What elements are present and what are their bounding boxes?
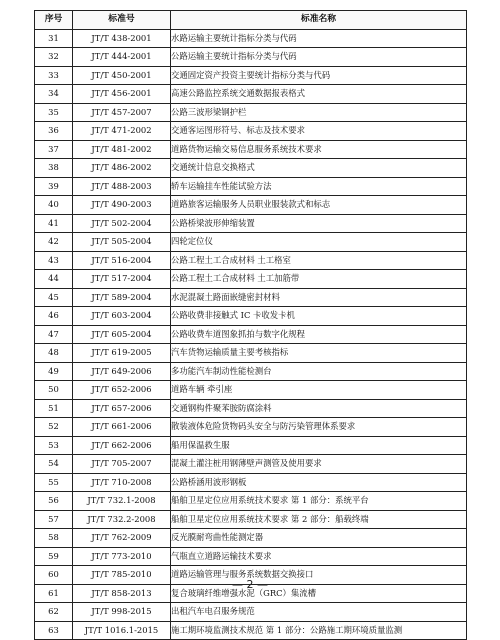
table-row <box>35 436 467 455</box>
standard-name-cell: 公路运输主要统计指标分类与代码 <box>171 48 467 67</box>
standard-code-cell: JT/T 517-2004 <box>73 270 171 289</box>
table-row <box>35 492 467 511</box>
standard-code-cell: JT/T 657-2006 <box>73 399 171 418</box>
standard-name-cell: 交通钢构件聚苯胺防腐涂料 <box>171 399 467 418</box>
page-number: — 2 — <box>232 578 268 591</box>
standard-code-cell: JT/T 481-2002 <box>73 140 171 159</box>
standard-name-cell: 汽车货物运输质量主要考核指标 <box>171 344 467 363</box>
standard-name-cell: 公路桥涵用波形钢板 <box>171 473 467 492</box>
table-row <box>35 233 467 252</box>
standard-name-cell: 船舶卫星定位应用系统技术要求 第 1 部分：系统平台 <box>171 492 467 511</box>
standard-name-cell: 道路运输管理与服务系统数据交换接口 <box>171 566 467 585</box>
header-serial: 序号 <box>35 11 73 30</box>
table-row <box>35 140 467 159</box>
standard-code-cell: JT/T 490-2003 <box>73 196 171 215</box>
standard-name-cell: 道路车辆 牵引座 <box>171 381 467 400</box>
table-row <box>35 214 467 233</box>
table-row <box>35 270 467 289</box>
standard-name-cell: 公路工程土工合成材料 土工加筋带 <box>171 270 467 289</box>
serial-cell: 57 <box>35 510 73 529</box>
standard-name-cell: 船用保温救生服 <box>171 436 467 455</box>
standard-name-cell: 散装液体危险货物码头安全与防污染管理体系要求 <box>171 418 467 437</box>
serial-cell: 56 <box>35 492 73 511</box>
serial-cell: 51 <box>35 399 73 418</box>
serial-cell: 61 <box>35 584 73 603</box>
table-row <box>35 103 467 122</box>
table-row <box>35 159 467 178</box>
table-row <box>35 122 467 141</box>
serial-cell: 38 <box>35 159 73 178</box>
standard-code-cell: JT/T 456-2001 <box>73 85 171 104</box>
table-row <box>35 621 467 640</box>
table-row <box>35 196 467 215</box>
standard-code-cell: JT/T 502-2004 <box>73 214 171 233</box>
standard-name-cell: 公路收费非接触式 IC 卡收发卡机 <box>171 307 467 326</box>
standard-code-cell: JT/T 732.1-2008 <box>73 492 171 511</box>
table-row <box>35 418 467 437</box>
standard-code-cell: JT/T 661-2006 <box>73 418 171 437</box>
standard-code-cell: JT/T 450-2001 <box>73 66 171 85</box>
table-row <box>35 529 467 548</box>
standard-name-cell: 多功能汽车制动性能检测台 <box>171 362 467 381</box>
standard-name-cell: 轿车运输挂车性能试验方法 <box>171 177 467 196</box>
standard-code-cell: JT/T 486-2002 <box>73 159 171 178</box>
header-row <box>35 11 467 30</box>
table-row <box>35 603 467 622</box>
standard-name-cell: 水路运输主要统计指标分类与代码 <box>171 29 467 48</box>
standard-name-cell: 公路桥梁波形伸缩装置 <box>171 214 467 233</box>
standard-name-cell: 公路收费车道图象抓拍与数字化规程 <box>171 325 467 344</box>
standard-code-cell: JT/T 998-2015 <box>73 603 171 622</box>
standard-name-cell: 船舶卫星定位应用系统技术要求 第 2 部分：船载终端 <box>171 510 467 529</box>
standard-code-cell: JT/T 785-2010 <box>73 566 171 585</box>
standard-code-cell: JT/T 705-2007 <box>73 455 171 474</box>
table-row <box>35 510 467 529</box>
table-row <box>35 362 467 381</box>
standard-code-cell: JT/T 652-2006 <box>73 381 171 400</box>
standard-code-cell: JT/T 773-2010 <box>73 547 171 566</box>
table-header <box>35 11 467 30</box>
standard-name-cell: 公路工程土工合成材料 土工格室 <box>171 251 467 270</box>
table-row <box>35 344 467 363</box>
table-row <box>35 455 467 474</box>
standard-code-cell: JT/T 619-2005 <box>73 344 171 363</box>
standard-code-cell: JT/T 471-2002 <box>73 122 171 141</box>
table-row <box>35 307 467 326</box>
standard-name-cell: 施工期环境监测技术规范 第 1 部分：公路施工期环境质量监测 <box>171 621 467 640</box>
table-row <box>35 29 467 48</box>
serial-cell: 53 <box>35 436 73 455</box>
table-row <box>35 325 467 344</box>
table-row <box>35 251 467 270</box>
standard-name-cell: 四轮定位仪 <box>171 233 467 252</box>
serial-cell: 43 <box>35 251 73 270</box>
serial-cell: 42 <box>35 233 73 252</box>
table-row <box>35 473 467 492</box>
standard-name-cell: 出租汽车电召服务规范 <box>171 603 467 622</box>
serial-cell: 63 <box>35 621 73 640</box>
serial-cell: 48 <box>35 344 73 363</box>
serial-cell: 46 <box>35 307 73 326</box>
serial-cell: 36 <box>35 122 73 141</box>
serial-cell: 58 <box>35 529 73 548</box>
standard-name-cell: 交通统计信息交换格式 <box>171 159 467 178</box>
standard-code-cell: JT/T 710-2008 <box>73 473 171 492</box>
serial-cell: 32 <box>35 48 73 67</box>
serial-cell: 62 <box>35 603 73 622</box>
standard-name-cell: 高速公路监控系统交通数据报表格式 <box>171 85 467 104</box>
serial-cell: 45 <box>35 288 73 307</box>
standard-name-cell: 反光膜耐弯曲性能测定器 <box>171 529 467 548</box>
table-row <box>35 381 467 400</box>
serial-cell: 59 <box>35 547 73 566</box>
table-row <box>35 48 467 67</box>
table-body <box>35 29 467 640</box>
serial-cell: 41 <box>35 214 73 233</box>
standard-code-cell: JT/T 603-2004 <box>73 307 171 326</box>
standard-code-cell: JT/T 1016.1-2015 <box>73 621 171 640</box>
serial-cell: 31 <box>35 29 73 48</box>
standard-code-cell: JT/T 505-2004 <box>73 233 171 252</box>
standards-table <box>34 10 467 640</box>
header-standard-code: 标准号 <box>73 11 171 30</box>
serial-cell: 49 <box>35 362 73 381</box>
standard-code-cell: JT/T 762-2009 <box>73 529 171 548</box>
standard-code-cell: JT/T 516-2004 <box>73 251 171 270</box>
serial-cell: 55 <box>35 473 73 492</box>
table-row <box>35 288 467 307</box>
standard-name-cell: 交通固定资产投资主要统计指标分类与代码 <box>171 66 467 85</box>
header-standard-name: 标准名称 <box>171 11 467 30</box>
table-row <box>35 399 467 418</box>
standard-name-cell: 交通客运图形符号、标志及技术要求 <box>171 122 467 141</box>
standard-code-cell: JT/T 605-2004 <box>73 325 171 344</box>
standard-name-cell: 气瓶直立道路运输技术要求 <box>171 547 467 566</box>
serial-cell: 50 <box>35 381 73 400</box>
serial-cell: 47 <box>35 325 73 344</box>
serial-cell: 39 <box>35 177 73 196</box>
serial-cell: 52 <box>35 418 73 437</box>
serial-cell: 34 <box>35 85 73 104</box>
serial-cell: 37 <box>35 140 73 159</box>
table-row <box>35 177 467 196</box>
table-row <box>35 547 467 566</box>
standard-code-cell: JT/T 732.2-2008 <box>73 510 171 529</box>
table-row <box>35 66 467 85</box>
standard-name-cell: 复合玻璃纤维增强水泥（GRC）集流槽 <box>171 584 467 603</box>
standard-code-cell: JT/T 457-2007 <box>73 103 171 122</box>
serial-cell: 44 <box>35 270 73 289</box>
standard-code-cell: JT/T 589-2004 <box>73 288 171 307</box>
serial-cell: 33 <box>35 66 73 85</box>
standard-name-cell: 公路三波形梁钢护栏 <box>171 103 467 122</box>
standard-code-cell: JT/T 438-2001 <box>73 29 171 48</box>
standard-code-cell: JT/T 662-2006 <box>73 436 171 455</box>
standard-code-cell: JT/T 488-2003 <box>73 177 171 196</box>
serial-cell: 35 <box>35 103 73 122</box>
standard-code-cell: JT/T 444-2001 <box>73 48 171 67</box>
standard-name-cell: 道路旅客运输服务人员职业服装款式和标志 <box>171 196 467 215</box>
standard-code-cell: JT/T 858-2013 <box>73 584 171 603</box>
serial-cell: 40 <box>35 196 73 215</box>
serial-cell: 60 <box>35 566 73 585</box>
standard-code-cell: JT/T 649-2006 <box>73 362 171 381</box>
standard-name-cell: 道路货物运输交易信息服务系统技术要求 <box>171 140 467 159</box>
table-row <box>35 85 467 104</box>
serial-cell: 54 <box>35 455 73 474</box>
standard-name-cell: 水泥混凝土路面嵌缝密封材料 <box>171 288 467 307</box>
standard-name-cell: 混凝土灌注桩用钢薄壁声测管及使用要求 <box>171 455 467 474</box>
